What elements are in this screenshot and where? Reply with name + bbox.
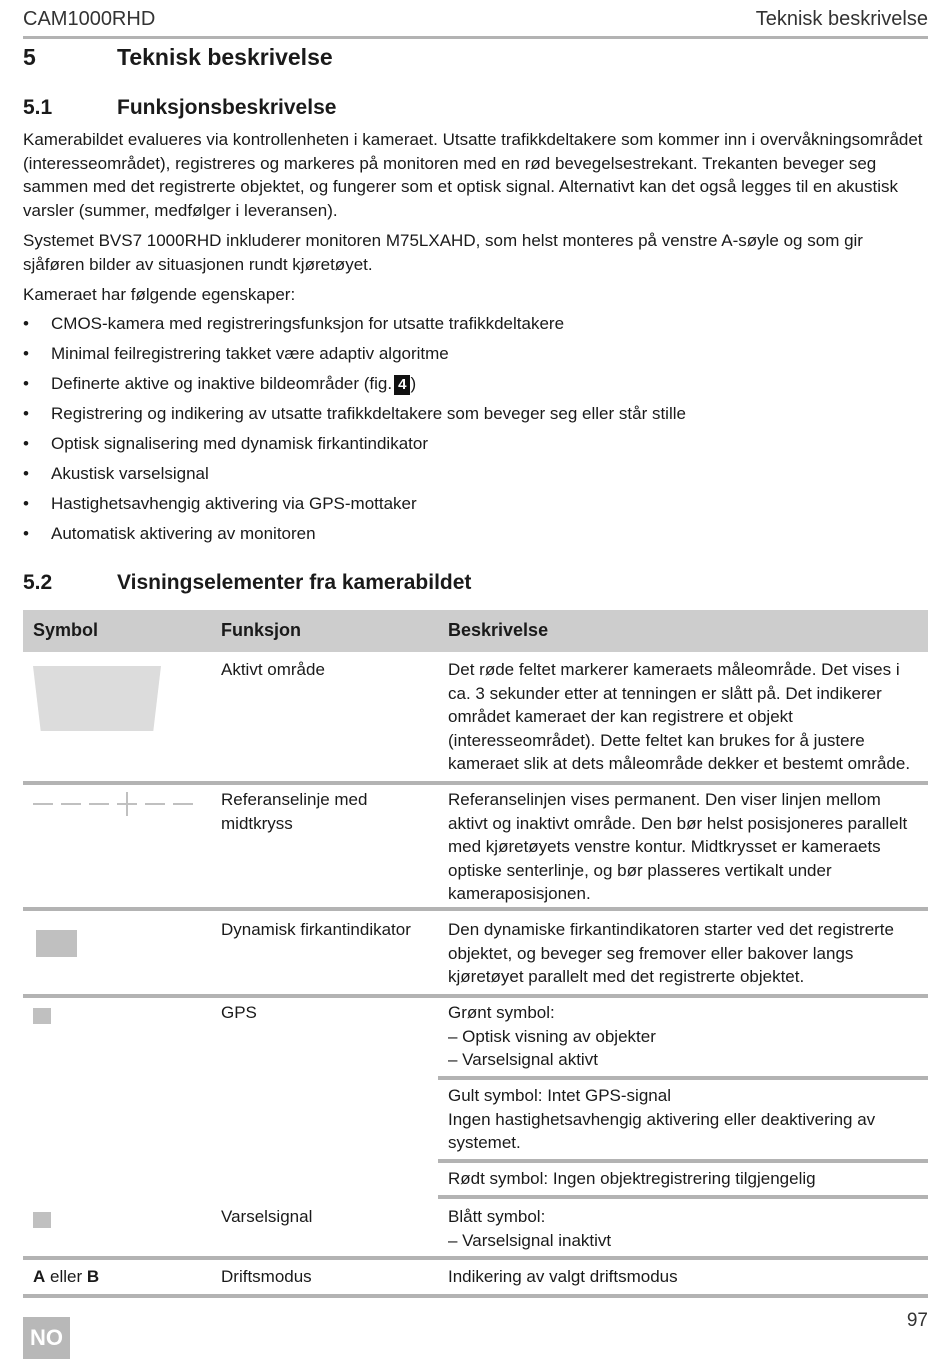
header-model: CAM1000RHD [23, 8, 156, 30]
list-item: • Optisk signalisering med dynamisk firkantindikator [23, 432, 928, 462]
bullet: • [23, 404, 29, 423]
header-chapter: Teknisk beskrivelse [755, 8, 928, 30]
row-4-description-green: Grønt symbol: – Optisk visning av objekter – Varselsignal aktivt [448, 1003, 656, 1069]
section-5-1-number: 5.1 [23, 96, 53, 119]
section-5-heading [23, 44, 333, 71]
list-item: • Hastighetsavhengig aktivering via GPS-mottaker [23, 492, 928, 522]
table-header-row [23, 610, 928, 652]
section-5-1-heading [23, 96, 336, 120]
feature-list [23, 312, 928, 552]
bullet: • [23, 344, 29, 363]
gps-symbol [33, 1008, 51, 1024]
bullet: • [23, 524, 29, 543]
sub-row-divider [438, 1076, 928, 1080]
row-4-description-red: Rødt symbol: Ingen objektregistrering tilgjengelig [448, 1169, 816, 1188]
bullet: • [23, 434, 29, 453]
row-2-function: Referanselinje med midtkryss [221, 790, 368, 833]
section-5-2-title: Visningselementer fra kamerabildet [117, 571, 472, 594]
header-description: Beskrivelse [448, 620, 549, 640]
reference-line-symbol [33, 790, 193, 820]
section-5-2-number: 5.2 [23, 571, 53, 594]
section-5-title: Teknisk beskrivelse [117, 44, 333, 70]
section-5-2-heading [23, 571, 471, 595]
figure-reference: 4 [394, 375, 410, 395]
row-1-description: Det røde feltet markerer kameraets måleområde. Det vises i ca. 3 sekunder etter at tenningen er slått på. Det indikerer området kameraet der kan registrere et objekt (interesseområdet). Dette feltet kan brukes for å justere kameraet slik at dets måleområde dekker et bestemt område. [448, 660, 911, 773]
row-1-function: Aktivt område [221, 660, 325, 679]
language-badge: NO [23, 1317, 70, 1359]
warning-signal-symbol [33, 1212, 51, 1228]
header-function: Funksjon [221, 620, 301, 640]
row-4-function: GPS [221, 1003, 257, 1022]
row-divider [23, 907, 928, 911]
row-6-description: Indikering av valgt driftsmodus [448, 1267, 678, 1286]
section-5-1-title: Funksjonsbeskrivelse [117, 96, 337, 119]
sub-row-divider [438, 1195, 928, 1199]
paragraph-system: Systemet BVS7 1000RHD inkluderer monitoren M75LXAHD, som helst monteres på venstre A-søyle og som gir sjåføren bilder av situasjonen rundt kjøretøyet. [23, 231, 863, 274]
row-5-description: Blått symbol: – Varselsignal inaktivt [448, 1207, 612, 1250]
row-divider [23, 1294, 928, 1298]
row-6-symbol: A eller B [33, 1267, 100, 1286]
row-divider [23, 1256, 928, 1260]
list-item: • Automatisk aktivering av monitoren [23, 522, 928, 552]
paragraph-function: Kamerabildet evalueres via kontrollenheten i kameraet. Utsatte trafikkdeltakere som kommer inn i overvåkningsområdet (interesseområdet), registreres og markeres på monitoren med en rød bevegelsestrekant. Trekanten beveger seg sammen med det registrerte objektet, og fungerer som et optisk signal. Alternativt kan det også legges til en akustisk varsler (summer, medfølger i leveransen). [23, 130, 923, 220]
bullet: • [23, 314, 29, 333]
list-item: • Definerte aktive og inaktive bildeområder (fig. 4 ) [23, 372, 928, 402]
row-3-function: Dynamisk firkantindikator [221, 920, 411, 939]
list-item: • Akustisk varselsignal [23, 462, 928, 492]
list-item: • Registrering og indikering av utsatte trafikkdeltakere som beveger seg eller står stille [23, 402, 928, 432]
row-3-description: Den dynamiske firkantindikatoren starter ved det registrerte objektet, og beveger seg fremover eller bakover langs kjøretøyet parallelt med det registrerte objektet. [448, 920, 894, 986]
page-number: 97 [906, 1310, 928, 1331]
row-divider [23, 994, 928, 998]
paragraph-features-intro: Kameraet har følgende egenskaper: [23, 285, 296, 304]
bullet: • [23, 464, 29, 483]
row-5-function: Varselsignal [221, 1207, 313, 1226]
row-divider [23, 781, 928, 785]
square-indicator-symbol [36, 930, 77, 957]
header-symbol: Symbol [33, 620, 99, 640]
page-header [23, 8, 928, 39]
row-4-description-yellow: Gult symbol: Intet GPS-signal Ingen hastighetsavhengig aktivering eller deaktivering av systemet. [448, 1086, 876, 1152]
row-6-function: Driftsmodus [221, 1267, 312, 1286]
section-5-number: 5 [23, 44, 36, 70]
row-2-description: Referanselinjen vises permanent. Den viser linjen mellom aktivt og inaktivt område. Den bør helst posisjoneres parallelt med kjøretøyets venstre kontur. Midtkrysset er kameraets optiske senterlinje, og bør plasseres vertikalt under kameraposisjonen. [448, 790, 908, 903]
list-item: • CMOS-kamera med registreringsfunksjon for utsatte trafikkdeltakere [23, 312, 928, 342]
active-area-symbol [33, 666, 161, 731]
list-item: • Minimal feilregistrering takket være adaptiv algoritme [23, 342, 928, 372]
bullet: • [23, 374, 29, 393]
bullet: • [23, 494, 29, 513]
sub-row-divider [438, 1159, 928, 1163]
